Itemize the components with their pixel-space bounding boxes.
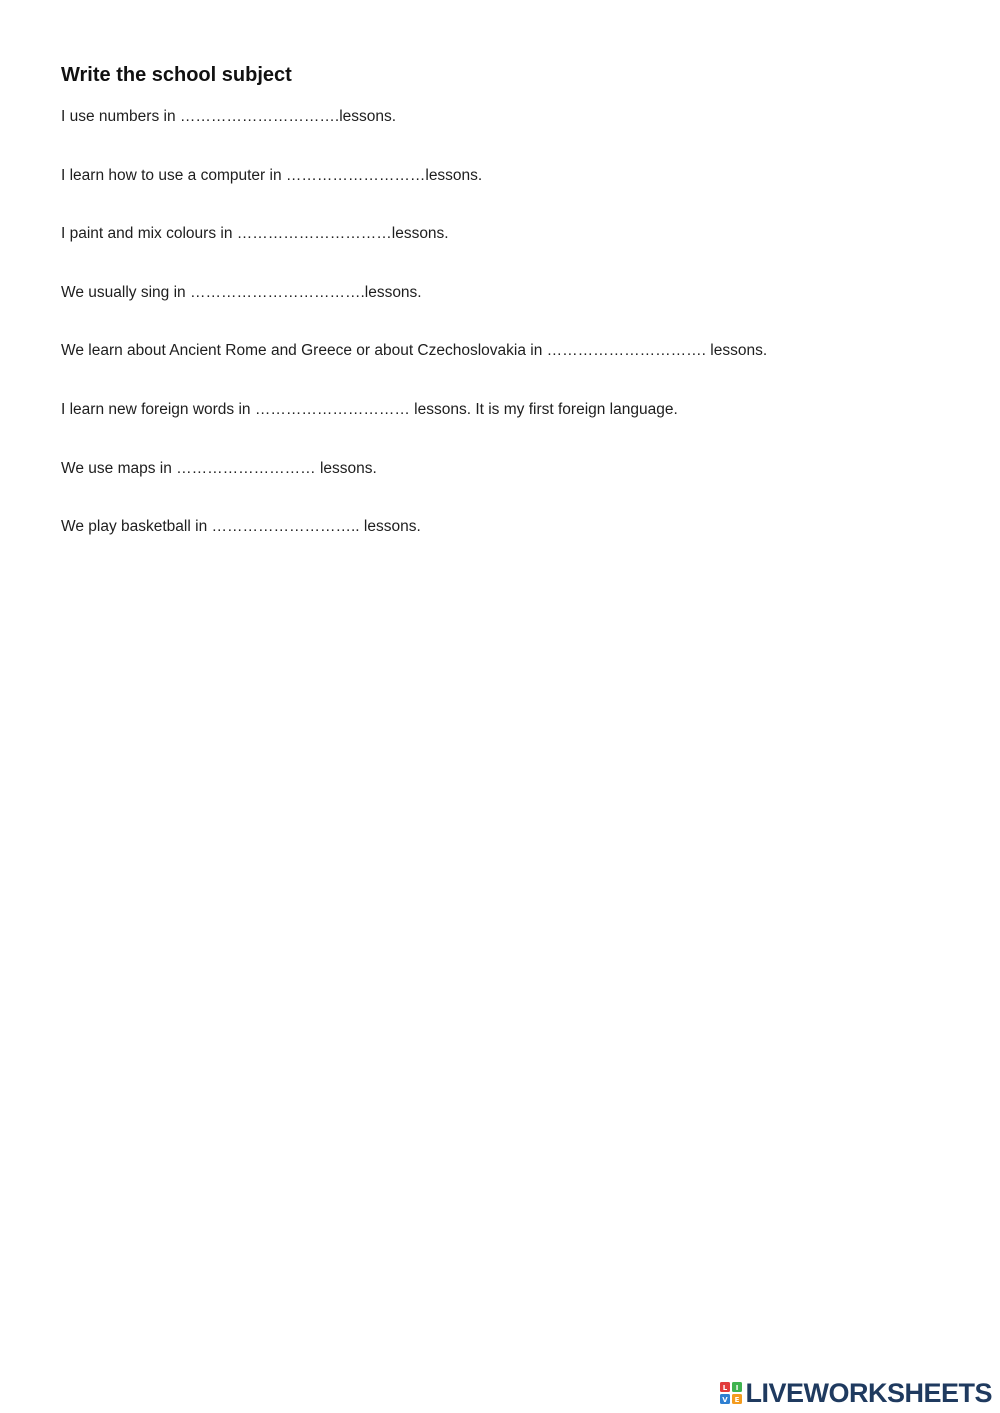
svg-text:V: V [722,1396,729,1404]
liveworksheets-wordmark: LIVEWORKSHEETS [745,1378,992,1408]
svg-text:I: I [736,1384,739,1392]
liveworksheets-logo-icon [720,1382,742,1404]
svg-text:E: E [735,1396,740,1404]
sentence-5: We learn about Ancient Rome and Greece or about Czechoslovakia in …………………………. lessons. [61,342,768,360]
worksheet [61,60,961,576]
sentence-1: I use numbers in ………………………….lessons. [61,108,397,125]
sentence-8: We play basketball in ……………………….. lessons. [61,518,421,536]
svg-text:L: L [723,1384,728,1392]
liveworksheets-brand [720,1377,992,1409]
sentence-7: We use maps in ……………………… lessons. [61,459,377,477]
sentence-4: We usually sing in …………………………….lessons. [61,283,422,301]
sentence-6: I learn new foreign words in ………………………… lessons. It is my first foreign language. [61,400,678,418]
worksheet-title: Write the school subject [61,64,292,86]
sentence-2: I learn how to use a computer in ………………………lessons. [61,166,483,184]
sentence-3: I paint and mix colours in …………………………lessons. [61,225,449,243]
